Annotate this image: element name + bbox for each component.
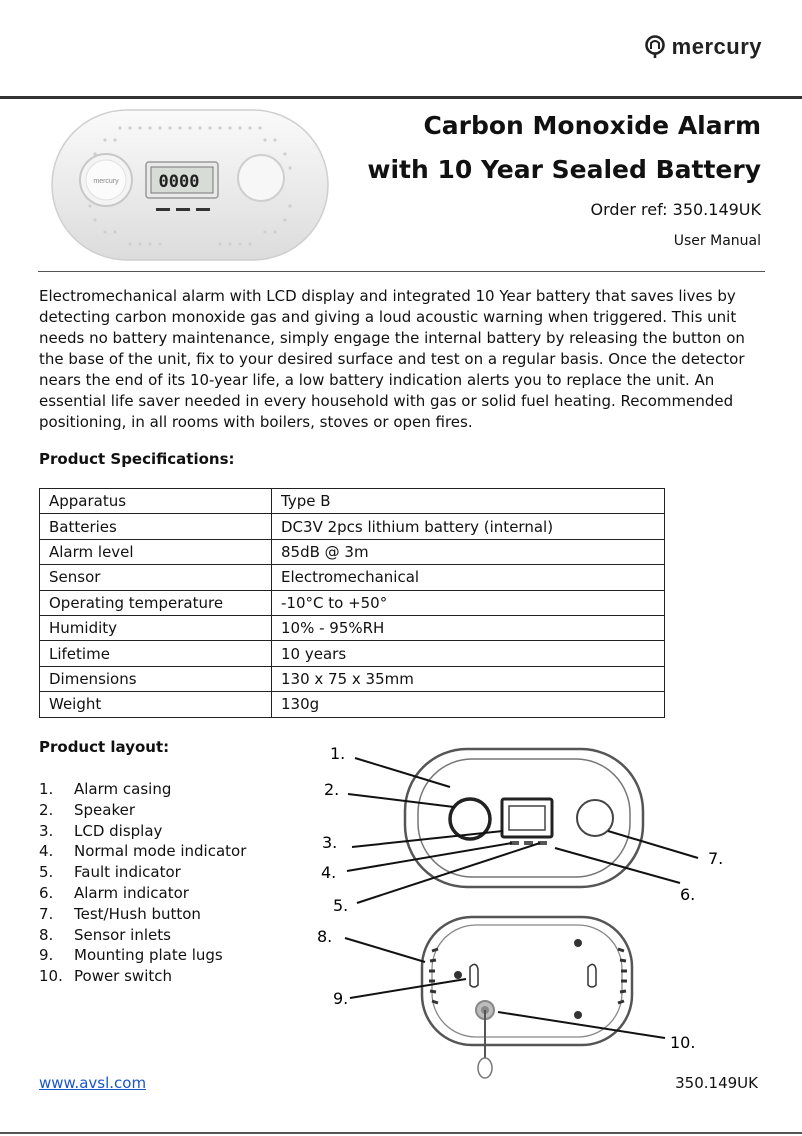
spec-label: Humidity	[40, 615, 272, 640]
list-item-label: Speaker	[74, 800, 136, 819]
list-item-number: 5.	[39, 863, 54, 882]
list-item	[39, 883, 246, 904]
photo-logo-text: mercury	[93, 178, 119, 185]
list-item	[39, 779, 246, 800]
callout-8: 8.	[317, 927, 333, 946]
list-item	[39, 904, 246, 925]
specs-table	[39, 488, 665, 718]
spec-row	[40, 692, 665, 717]
product-layout-diagram	[300, 735, 730, 1080]
spec-row	[40, 489, 665, 514]
callout-2: 2.	[324, 780, 340, 799]
callout-6: 6.	[680, 885, 696, 904]
spec-label: Apparatus	[40, 489, 272, 514]
callout-1: 1.	[330, 744, 346, 763]
callout-9: 9.	[333, 989, 349, 1008]
website-link[interactable]: www.avsl.com	[39, 1074, 147, 1092]
spec-label: Batteries	[40, 514, 272, 539]
list-item-label: Alarm indicator	[74, 883, 189, 902]
list-item-label: Alarm casing	[74, 780, 172, 798]
spec-value: DC3V 2pcs lithium battery (internal)	[272, 514, 665, 539]
page-title-line1: Carbon Monoxide Alarm	[423, 111, 761, 140]
spec-row	[40, 539, 665, 564]
spec-row	[40, 565, 665, 590]
page-title-line2: with 10 Year Sealed Battery	[367, 155, 761, 184]
list-item	[39, 945, 246, 966]
spec-value: 85dB @ 3m	[272, 539, 665, 564]
parts-list	[39, 779, 246, 987]
spec-value: -10°C to +50°	[272, 590, 665, 615]
spec-label: Sensor	[40, 565, 272, 590]
list-item-number: 3.	[39, 821, 54, 840]
intro-paragraph: Electromechanical alarm with LCD display and integrated 10 Year battery that saves lives by detecting carbon monoxide gas and giving a loud acoustic warning when triggered. This unit needs no battery maintenance, simply engage the internal battery by releasing the button on the base of the unit, fix to your desired surface and test on a regular basis. Once the detector nears the end of its 10-year life, a low battery indication alerts you to replace the unit. An essential life saver needed in every household with gas or solid fuel heating. Recommended positioning, in all rooms with boilers, stoves or open fires.	[39, 287, 745, 431]
list-item-label: Mounting plate lugs	[74, 946, 223, 965]
footer-order-ref: 350.149UK	[675, 1074, 758, 1092]
spec-row	[40, 666, 665, 691]
header-divider	[0, 96, 802, 99]
list-item-number: 7.	[39, 904, 54, 923]
spec-value: 130 x 75 x 35mm	[272, 666, 665, 691]
order-ref: Order ref: 350.149UK	[590, 200, 761, 219]
product-photo	[50, 106, 332, 264]
list-item	[39, 925, 246, 946]
spec-value: 130g	[272, 692, 665, 717]
callout-10: 10.	[670, 1033, 696, 1052]
spec-row	[40, 514, 665, 539]
spec-row	[40, 615, 665, 640]
list-item-label: Fault indicator	[74, 863, 181, 882]
list-item-label: LCD display	[74, 821, 163, 840]
footer-divider	[0, 1132, 802, 1134]
specs-heading: Product Specifications:	[39, 450, 235, 468]
spec-label: Operating temperature	[40, 590, 272, 615]
list-item-label: Normal mode indicator	[74, 842, 247, 861]
list-item-number: 9.	[39, 946, 54, 965]
brand-name: mercury	[671, 34, 762, 59]
spec-value: Electromechanical	[272, 565, 665, 590]
list-item-number: 2.	[39, 800, 54, 819]
list-item-number: 6.	[39, 883, 54, 902]
list-item-label: Sensor inlets	[74, 925, 171, 944]
test-hush-button-outline	[577, 800, 613, 836]
callout-7: 7.	[708, 849, 724, 868]
spec-row	[40, 641, 665, 666]
callout-4: 4.	[321, 863, 337, 882]
list-item-label: Test/Hush button	[74, 904, 201, 923]
lcd-readout: 0000	[158, 172, 200, 192]
list-item	[39, 862, 246, 883]
list-item	[39, 841, 246, 862]
layout-heading: Product layout:	[39, 738, 170, 756]
spec-value: 10 years	[272, 641, 665, 666]
title-divider	[38, 271, 765, 272]
document-type: User Manual	[673, 233, 761, 249]
list-item-number: 1.	[39, 780, 54, 798]
intro-section	[39, 286, 764, 433]
list-item-number: 10.	[39, 967, 63, 986]
callout-3: 3.	[322, 833, 338, 852]
list-item	[39, 966, 246, 987]
list-item	[39, 821, 246, 842]
spec-label: Weight	[40, 692, 272, 717]
spec-value: 10% - 95%RH	[272, 615, 665, 640]
spec-row	[40, 590, 665, 615]
list-item-number: 8.	[39, 925, 54, 944]
spec-label: Dimensions	[40, 666, 272, 691]
list-item-label: Power switch	[74, 967, 173, 986]
callout-5: 5.	[333, 896, 349, 915]
brand-logo	[644, 34, 762, 60]
spec-label: Lifetime	[40, 641, 272, 666]
spec-label: Alarm level	[40, 539, 272, 564]
spec-value: Type B	[272, 489, 665, 514]
list-item-number: 4.	[39, 842, 54, 861]
mercury-logo-icon	[644, 35, 666, 59]
list-item	[39, 800, 246, 821]
